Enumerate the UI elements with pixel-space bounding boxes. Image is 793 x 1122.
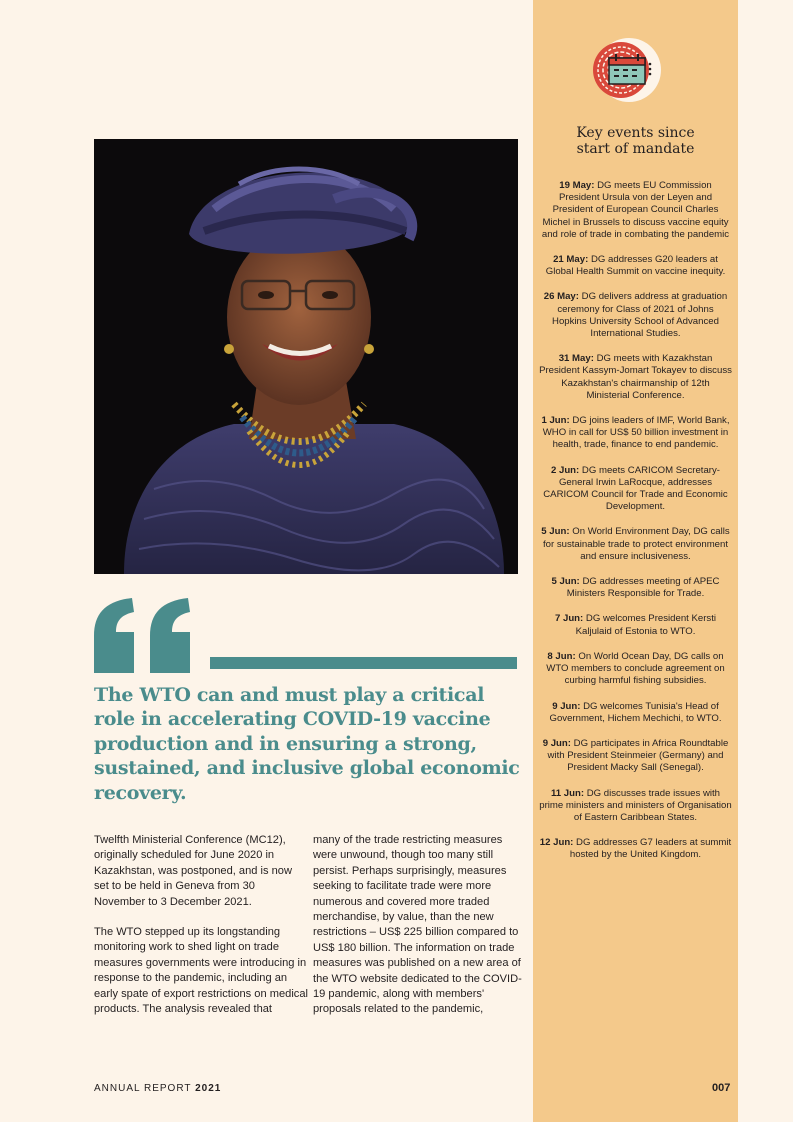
- event-text: DG addresses G20 leaders at Global Health Summit on vaccine inequity.: [545, 254, 726, 278]
- body-paragraph: many of the trade restricting measures were unwound, though too many still persist. Perhaps surprisingly, measures seeking to facilitate trade were more numerous and covered more traded merchandise, by value, than the new restrictions – US$ 225 billion compared to US$ 180 billion. The information on trade measures was published on a new area of the WTO website dedicated to the COVID-19 pandemic, along with members' proposals related to the pandemic,: [313, 834, 522, 1016]
- event-text: DG meets EU Commission President Ursula von der Leyen and President of European Council Charles Michel in Brussels to discuss vaccine equity and role of trade in combating the pandemic: [541, 180, 730, 240]
- event-date: 31 May:: [558, 353, 594, 365]
- event-text: DG discusses trade issues with prime ministers and ministers of Organisation of Eastern Caribbean States.: [539, 787, 732, 823]
- event-text: DG addresses meeting of APEC Ministers Responsible for Trade.: [566, 576, 720, 600]
- body-column-1: [94, 833, 309, 1032]
- portrait-illustration: [94, 139, 518, 574]
- event-date: 9 Jun:: [542, 737, 571, 749]
- event-text: DG delivers address at graduation ceremony for Class of 2021 of Johns Hopkins University School of Advanced International Studies.: [552, 291, 728, 340]
- event-text: DG participates in Africa Roundtable with President Steinmeier (Germany) and President Macky Sall (Senegal).: [547, 737, 729, 774]
- event-text: On World Environment Day, DG calls for sustainable trade to protect environment and ensure inclusiveness.: [542, 526, 730, 562]
- event-list: [539, 180, 732, 875]
- portrait-photo: [94, 139, 518, 574]
- event-text: DG welcomes Tunisia's Head of Government, Hichem Mechichi, to WTO.: [549, 700, 722, 724]
- event-item: [539, 738, 732, 775]
- calendar-icon: [589, 38, 669, 102]
- pull-quote: The WTO can and must play a critical role in accelerating COVID-19 vaccine production and in ensuring a strong, sustained, and inclusive global economic recovery.: [94, 684, 520, 804]
- event-item: [539, 415, 732, 452]
- footer-report-label: [94, 1083, 221, 1094]
- event-item: [539, 651, 732, 688]
- event-item: [539, 576, 732, 600]
- body-paragraph: The WTO stepped up its longstanding monitoring work to shed light on trade measures governments were introducing in response to the pandemic, including an early spate of export restrictions on medical products. The analysis revealed that: [94, 926, 308, 1016]
- sidebar-title-line1: Key events since: [576, 125, 695, 141]
- event-date: 5 Jun:: [541, 526, 570, 538]
- event-item: [539, 837, 732, 861]
- event-item: [539, 465, 732, 514]
- event-text: On World Ocean Day, DG calls on WTO members to conclude agreement on curbing harmful fishing subsidies.: [546, 650, 725, 687]
- footer-label: ANNUAL REPORT: [94, 1083, 192, 1094]
- event-date: 2 Jun:: [550, 464, 580, 476]
- footer-year: 2021: [195, 1083, 222, 1094]
- body-column-2: [313, 833, 528, 1033]
- sidebar-title: [533, 125, 738, 157]
- event-date: 5 Jun:: [551, 576, 580, 588]
- body-paragraph: Twelfth Ministerial Conference (MC12), originally scheduled for June 2020 in Kazakhstan, was postponed, and is now set to be held in Geneva from 30 November to 3 December 2021.: [94, 834, 292, 908]
- quote-mark-icon: [94, 598, 204, 673]
- event-date: 21 May:: [553, 254, 589, 266]
- event-date: 8 Jun:: [547, 650, 576, 662]
- key-events-sidebar: [533, 0, 738, 1122]
- event-item: [539, 613, 732, 637]
- event-item: [539, 180, 732, 241]
- event-item: [539, 788, 732, 825]
- event-item: [539, 526, 732, 563]
- event-text: DG addresses G7 leaders at summit hosted by the United Kingdom.: [569, 837, 732, 861]
- event-text: DG meets CARICOM Secretary-General Irwin LaRocque, addresses CARICOM Council for Trade and Economic Development.: [543, 464, 728, 513]
- event-date: 9 Jun:: [552, 700, 581, 712]
- event-date: 7 Jun:: [554, 613, 584, 625]
- event-item: [539, 701, 732, 725]
- event-item: [539, 353, 732, 402]
- event-text: DG welcomes President Kersti Kaljulaid of Estonia to WTO.: [575, 613, 717, 637]
- event-text: DG joins leaders of IMF, World Bank, WHO in call for US$ 50 billion investment in health, trade, finance to end pandemic.: [542, 415, 730, 451]
- sidebar-title-line2: start of mandate: [576, 141, 695, 157]
- event-date: 26 May:: [543, 291, 579, 303]
- event-date: 11 Jun:: [550, 787, 585, 799]
- event-text: DG meets with Kazakhstan President Kassym-Jomart Tokayev to discuss Kazakhstan's chairmanship of 12th Ministerial Conference.: [539, 353, 732, 401]
- event-date: 19 May:: [559, 180, 595, 191]
- quote-rule: [210, 657, 517, 669]
- event-item: [539, 254, 732, 278]
- page-number: 007: [712, 1082, 731, 1094]
- event-date: 12 Jun:: [539, 837, 574, 849]
- event-item: [539, 291, 732, 340]
- event-date: 1 Jun:: [541, 415, 570, 427]
